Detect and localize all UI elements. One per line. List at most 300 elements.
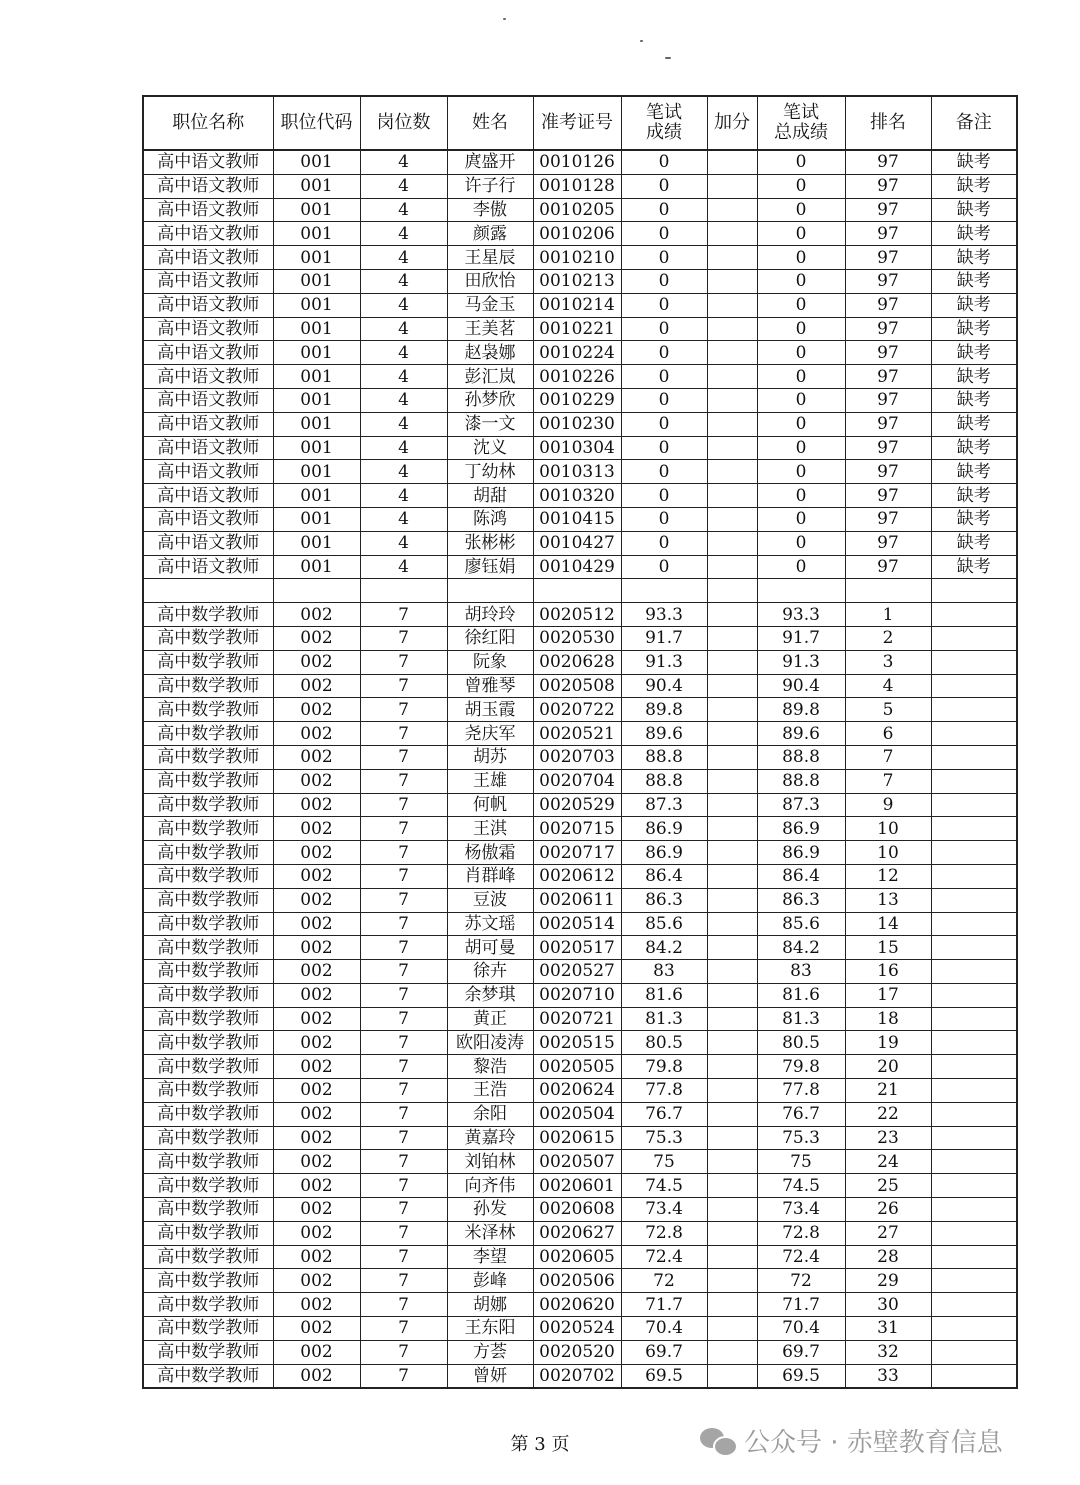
- table-cell: 高中语文教师: [143, 555, 273, 579]
- table-cell: 7: [360, 1126, 447, 1150]
- table-cell: 30: [845, 1293, 931, 1317]
- table-cell: [707, 722, 757, 746]
- table-cell: 87.3: [621, 793, 707, 817]
- column-header: 姓名: [447, 96, 533, 150]
- table-cell: 93.3: [757, 603, 845, 627]
- table-cell: 0010128: [533, 174, 621, 198]
- table-cell: 米泽林: [447, 1221, 533, 1245]
- table-cell: [931, 579, 1017, 603]
- table-cell: [707, 1102, 757, 1126]
- table-cell: 97: [845, 222, 931, 246]
- table-cell: 14: [845, 912, 931, 936]
- table-cell: 0020612: [533, 864, 621, 888]
- table-cell: 79.8: [757, 1055, 845, 1079]
- table-cell: 001: [273, 269, 360, 293]
- table-cell: 22: [845, 1102, 931, 1126]
- table-cell: 胡甜: [447, 484, 533, 508]
- table-cell: 002: [273, 1293, 360, 1317]
- table-cell: 002: [273, 745, 360, 769]
- table-cell: [447, 579, 533, 603]
- table-cell: 0010226: [533, 365, 621, 389]
- table-row: [143, 650, 1017, 674]
- table-cell: 12: [845, 864, 931, 888]
- table-cell: 0: [757, 222, 845, 246]
- table-cell: 74.5: [621, 1174, 707, 1198]
- table-cell: 缺考: [931, 436, 1017, 460]
- table-cell: 002: [273, 1245, 360, 1269]
- table-row: [143, 579, 1017, 603]
- table-cell: 0020520: [533, 1340, 621, 1364]
- table-cell: 4: [360, 198, 447, 222]
- table-cell: [931, 1150, 1017, 1174]
- table-cell: 0020529: [533, 793, 621, 817]
- table-cell: 002: [273, 698, 360, 722]
- table-cell: 缺考: [931, 174, 1017, 198]
- table-cell: 0: [621, 555, 707, 579]
- table-cell: 高中数学教师: [143, 769, 273, 793]
- table-cell: 29: [845, 1269, 931, 1293]
- table-cell: [707, 1269, 757, 1293]
- table-cell: [931, 1340, 1017, 1364]
- table-row: [143, 603, 1017, 627]
- table-cell: [707, 936, 757, 960]
- table-row: [143, 1126, 1017, 1150]
- table-cell: 缺考: [931, 365, 1017, 389]
- table-cell: 97: [845, 531, 931, 555]
- table-cell: 97: [845, 388, 931, 412]
- table-cell: [707, 150, 757, 174]
- table-cell: 7: [360, 817, 447, 841]
- table-cell: 高中数学教师: [143, 626, 273, 650]
- table-cell: 高中语文教师: [143, 150, 273, 174]
- table-row: [143, 1198, 1017, 1222]
- table-cell: 0: [621, 388, 707, 412]
- table-cell: 0010214: [533, 293, 621, 317]
- table-cell: 81.6: [757, 983, 845, 1007]
- table-cell: 胡玉霞: [447, 698, 533, 722]
- table-cell: 72.4: [757, 1245, 845, 1269]
- table-cell: 75.3: [621, 1126, 707, 1150]
- table-cell: 王美茗: [447, 317, 533, 341]
- table-cell: [931, 888, 1017, 912]
- table-cell: 0: [621, 269, 707, 293]
- table-cell: 7: [360, 745, 447, 769]
- table-row: [143, 698, 1017, 722]
- table-cell: 4: [360, 341, 447, 365]
- table-cell: 89.6: [757, 722, 845, 746]
- table-cell: [707, 198, 757, 222]
- table-cell: 0010221: [533, 317, 621, 341]
- table-cell: 4: [360, 436, 447, 460]
- table-cell: 89.8: [621, 698, 707, 722]
- table-cell: 缺考: [931, 341, 1017, 365]
- table-cell: 余阳: [447, 1102, 533, 1126]
- table-cell: 颜露: [447, 222, 533, 246]
- table-cell: [707, 317, 757, 341]
- table-cell: [931, 769, 1017, 793]
- table-cell: 豆波: [447, 888, 533, 912]
- table-cell: 7: [360, 1317, 447, 1341]
- table-cell: 97: [845, 317, 931, 341]
- table-cell: 75: [621, 1150, 707, 1174]
- table-cell: [931, 1364, 1017, 1388]
- table-cell: [931, 698, 1017, 722]
- table-cell: [707, 626, 757, 650]
- table-cell: 何帆: [447, 793, 533, 817]
- table-cell: 83: [757, 960, 845, 984]
- table-cell: [707, 1150, 757, 1174]
- table-cell: 庹盛开: [447, 150, 533, 174]
- table-cell: [707, 222, 757, 246]
- table-cell: 91.7: [757, 626, 845, 650]
- table-cell: 001: [273, 531, 360, 555]
- table-cell: 7: [360, 1055, 447, 1079]
- table-cell: 高中数学教师: [143, 1293, 273, 1317]
- table-cell: 001: [273, 341, 360, 365]
- table-cell: 002: [273, 1198, 360, 1222]
- column-header: 岗位数: [360, 96, 447, 150]
- table-cell: 高中数学教师: [143, 912, 273, 936]
- table-row: [143, 269, 1017, 293]
- table-row: [143, 1364, 1017, 1388]
- table-cell: 7: [845, 745, 931, 769]
- table-cell: [931, 1269, 1017, 1293]
- column-header: 笔试 总成绩: [757, 96, 845, 150]
- table-cell: 002: [273, 1031, 360, 1055]
- table-cell: 彭峰: [447, 1269, 533, 1293]
- table-row: [143, 1245, 1017, 1269]
- table-cell: 0: [621, 198, 707, 222]
- table-cell: 7: [360, 1079, 447, 1103]
- table-cell: 85.6: [621, 912, 707, 936]
- table-cell: [707, 436, 757, 460]
- table-cell: 002: [273, 1340, 360, 1364]
- table-cell: 0010213: [533, 269, 621, 293]
- table-cell: 75.3: [757, 1126, 845, 1150]
- table-cell: 97: [845, 436, 931, 460]
- table-cell: [931, 603, 1017, 627]
- table-cell: 0: [621, 293, 707, 317]
- table-row: [143, 388, 1017, 412]
- table-row: [143, 936, 1017, 960]
- table-cell: 83: [621, 960, 707, 984]
- table-cell: 88.8: [621, 769, 707, 793]
- table-cell: 王淇: [447, 817, 533, 841]
- table-cell: 97: [845, 150, 931, 174]
- table-row: [143, 531, 1017, 555]
- table-cell: [931, 722, 1017, 746]
- table-cell: 71.7: [757, 1293, 845, 1317]
- table-cell: 0020717: [533, 841, 621, 865]
- table-cell: 002: [273, 960, 360, 984]
- table-cell: 7: [360, 1364, 447, 1388]
- table-cell: [931, 1198, 1017, 1222]
- scan-speck: [503, 18, 506, 20]
- table-cell: [707, 888, 757, 912]
- table-cell: 7: [360, 864, 447, 888]
- table-cell: 孙发: [447, 1198, 533, 1222]
- table-cell: 田欣怡: [447, 269, 533, 293]
- table-cell: 0020515: [533, 1031, 621, 1055]
- table-cell: 高中语文教师: [143, 293, 273, 317]
- table-cell: 7: [360, 793, 447, 817]
- table-cell: [707, 174, 757, 198]
- table-cell: [707, 341, 757, 365]
- table-row: [143, 1102, 1017, 1126]
- table-cell: 7: [360, 603, 447, 627]
- table-cell: 7: [360, 674, 447, 698]
- table-cell: 缺考: [931, 460, 1017, 484]
- table-cell: 001: [273, 484, 360, 508]
- table-header: [143, 96, 1017, 150]
- table-row: [143, 817, 1017, 841]
- table-cell: [931, 1007, 1017, 1031]
- table-cell: 85.6: [757, 912, 845, 936]
- column-header: 准考证号: [533, 96, 621, 150]
- score-table: [142, 95, 1018, 1389]
- table-cell: 0: [621, 174, 707, 198]
- table-cell: 高中数学教师: [143, 1150, 273, 1174]
- table-cell: 0: [757, 198, 845, 222]
- table-cell: [707, 864, 757, 888]
- table-cell: [707, 745, 757, 769]
- table-cell: [707, 484, 757, 508]
- table-cell: 高中数学教师: [143, 1102, 273, 1126]
- table-cell: 4: [360, 222, 447, 246]
- table-cell: [707, 555, 757, 579]
- table-cell: 002: [273, 1150, 360, 1174]
- table-cell: [931, 1221, 1017, 1245]
- table-cell: 002: [273, 888, 360, 912]
- table-cell: 高中语文教师: [143, 198, 273, 222]
- table-cell: [621, 579, 707, 603]
- table-cell: 4: [360, 246, 447, 270]
- table-cell: 69.7: [757, 1340, 845, 1364]
- table-cell: [707, 793, 757, 817]
- table-cell: 0020620: [533, 1293, 621, 1317]
- table-cell: 001: [273, 293, 360, 317]
- table-cell: 13: [845, 888, 931, 912]
- table-row: [143, 293, 1017, 317]
- table-cell: 10: [845, 841, 931, 865]
- table-cell: 86.4: [757, 864, 845, 888]
- table-cell: [707, 817, 757, 841]
- table-cell: 高中数学教师: [143, 793, 273, 817]
- table-cell: 缺考: [931, 198, 1017, 222]
- table-row: [143, 246, 1017, 270]
- table-cell: [931, 626, 1017, 650]
- table-cell: 7: [360, 626, 447, 650]
- table-cell: 0020611: [533, 888, 621, 912]
- table-cell: 002: [273, 769, 360, 793]
- table-cell: 黎浩: [447, 1055, 533, 1079]
- table-cell: 24: [845, 1150, 931, 1174]
- table-cell: 9: [845, 793, 931, 817]
- table-cell: 19: [845, 1031, 931, 1055]
- table-row: [143, 1150, 1017, 1174]
- wechat-icon: [700, 1426, 736, 1456]
- table-cell: 7: [360, 1245, 447, 1269]
- table-cell: 0010320: [533, 484, 621, 508]
- table-cell: 4: [360, 388, 447, 412]
- table-cell: 0: [621, 531, 707, 555]
- table-cell: 80.5: [621, 1031, 707, 1055]
- table-cell: 沈义: [447, 436, 533, 460]
- table-cell: 高中数学教师: [143, 1031, 273, 1055]
- table-cell: [931, 864, 1017, 888]
- watermark-text: 公众号 · 赤壁教育信息: [744, 1428, 1003, 1458]
- table-cell: 高中数学教师: [143, 1174, 273, 1198]
- table-cell: 7: [360, 698, 447, 722]
- table-cell: 72: [757, 1269, 845, 1293]
- table-cell: 69.5: [757, 1364, 845, 1388]
- table-cell: 84.2: [621, 936, 707, 960]
- table-cell: [707, 365, 757, 389]
- table-cell: 高中语文教师: [143, 269, 273, 293]
- table-cell: 缺考: [931, 246, 1017, 270]
- table-cell: 002: [273, 841, 360, 865]
- table-cell: 88.8: [757, 745, 845, 769]
- table-cell: 4: [360, 531, 447, 555]
- table-cell: 6: [845, 722, 931, 746]
- table-cell: [931, 1174, 1017, 1198]
- table-row: [143, 841, 1017, 865]
- table-cell: [707, 1031, 757, 1055]
- table-cell: 0020521: [533, 722, 621, 746]
- table-cell: 4: [360, 317, 447, 341]
- table-cell: 81.3: [621, 1007, 707, 1031]
- table-cell: 002: [273, 1221, 360, 1245]
- table-cell: 曾妍: [447, 1364, 533, 1388]
- table-cell: 0: [757, 507, 845, 531]
- table-row: [143, 1293, 1017, 1317]
- table-cell: 89.8: [757, 698, 845, 722]
- table-cell: [931, 936, 1017, 960]
- table-cell: 001: [273, 198, 360, 222]
- table-cell: 缺考: [931, 317, 1017, 341]
- table-cell: 高中数学教师: [143, 888, 273, 912]
- column-header: 职位代码: [273, 96, 360, 150]
- table-cell: [931, 1055, 1017, 1079]
- table-cell: 4: [360, 412, 447, 436]
- table-cell: 高中数学教师: [143, 674, 273, 698]
- table-cell: 0020527: [533, 960, 621, 984]
- table-cell: 尧庆军: [447, 722, 533, 746]
- table-cell: 001: [273, 246, 360, 270]
- table-cell: [707, 388, 757, 412]
- table-cell: 缺考: [931, 269, 1017, 293]
- scan-speck: [665, 57, 671, 59]
- table-cell: 赵袅娜: [447, 341, 533, 365]
- table-cell: 0: [757, 150, 845, 174]
- table-cell: 27: [845, 1221, 931, 1245]
- table-cell: 002: [273, 864, 360, 888]
- table-cell: [707, 412, 757, 436]
- table-row: [143, 1031, 1017, 1055]
- table-cell: 72.8: [757, 1221, 845, 1245]
- table-cell: 97: [845, 460, 931, 484]
- table-cell: 0: [757, 269, 845, 293]
- table-row: [143, 983, 1017, 1007]
- table-cell: 001: [273, 460, 360, 484]
- table-cell: 97: [845, 484, 931, 508]
- table-cell: 高中数学教师: [143, 698, 273, 722]
- table-cell: [931, 817, 1017, 841]
- table-cell: 0010206: [533, 222, 621, 246]
- table-cell: 缺考: [931, 507, 1017, 531]
- table-cell: [273, 579, 360, 603]
- table-cell: 高中数学教师: [143, 1079, 273, 1103]
- table-cell: 4: [360, 507, 447, 531]
- table-cell: 缺考: [931, 150, 1017, 174]
- table-cell: 0020628: [533, 650, 621, 674]
- table-row: [143, 1269, 1017, 1293]
- table-cell: 32: [845, 1340, 931, 1364]
- table-cell: 方荟: [447, 1340, 533, 1364]
- table-cell: 高中数学教师: [143, 1221, 273, 1245]
- table-cell: 许子行: [447, 174, 533, 198]
- table-cell: 90.4: [757, 674, 845, 698]
- table-cell: 17: [845, 983, 931, 1007]
- table-cell: 高中语文教师: [143, 436, 273, 460]
- table-body: [143, 150, 1017, 1388]
- table-cell: 23: [845, 1126, 931, 1150]
- table-cell: 王东阳: [447, 1317, 533, 1341]
- table-cell: 0020710: [533, 983, 621, 1007]
- table-cell: 7: [360, 1221, 447, 1245]
- table-cell: 86.4: [621, 864, 707, 888]
- table-cell: 0010210: [533, 246, 621, 270]
- table-cell: [707, 1079, 757, 1103]
- table-cell: [707, 912, 757, 936]
- table-cell: 001: [273, 222, 360, 246]
- table-row: [143, 150, 1017, 174]
- table-cell: 001: [273, 388, 360, 412]
- table-cell: [931, 1317, 1017, 1341]
- table-cell: 7: [360, 1198, 447, 1222]
- table-cell: 高中语文教师: [143, 341, 273, 365]
- table-cell: 002: [273, 1079, 360, 1103]
- table-cell: 002: [273, 1269, 360, 1293]
- table-cell: 001: [273, 555, 360, 579]
- table-cell: 20: [845, 1055, 931, 1079]
- table-cell: 高中数学教师: [143, 1340, 273, 1364]
- table-cell: 33: [845, 1364, 931, 1388]
- table-cell: 79.8: [621, 1055, 707, 1079]
- table-row: [143, 888, 1017, 912]
- table-cell: 0020721: [533, 1007, 621, 1031]
- table-row: [143, 1079, 1017, 1103]
- table-cell: 0010229: [533, 388, 621, 412]
- table-cell: 002: [273, 626, 360, 650]
- table-cell: 002: [273, 1102, 360, 1126]
- table-cell: 002: [273, 603, 360, 627]
- table-cell: 4: [360, 460, 447, 484]
- table-cell: 002: [273, 793, 360, 817]
- table-cell: [360, 579, 447, 603]
- table-cell: [707, 1174, 757, 1198]
- table-cell: 4: [845, 674, 931, 698]
- table-row: [143, 555, 1017, 579]
- table-cell: [707, 1245, 757, 1269]
- table-cell: 86.9: [621, 817, 707, 841]
- table-cell: 002: [273, 1007, 360, 1031]
- table-cell: 高中语文教师: [143, 317, 273, 341]
- table-cell: 缺考: [931, 484, 1017, 508]
- table-cell: 高中语文教师: [143, 388, 273, 412]
- table-cell: 0: [621, 412, 707, 436]
- table-cell: 0020506: [533, 1269, 621, 1293]
